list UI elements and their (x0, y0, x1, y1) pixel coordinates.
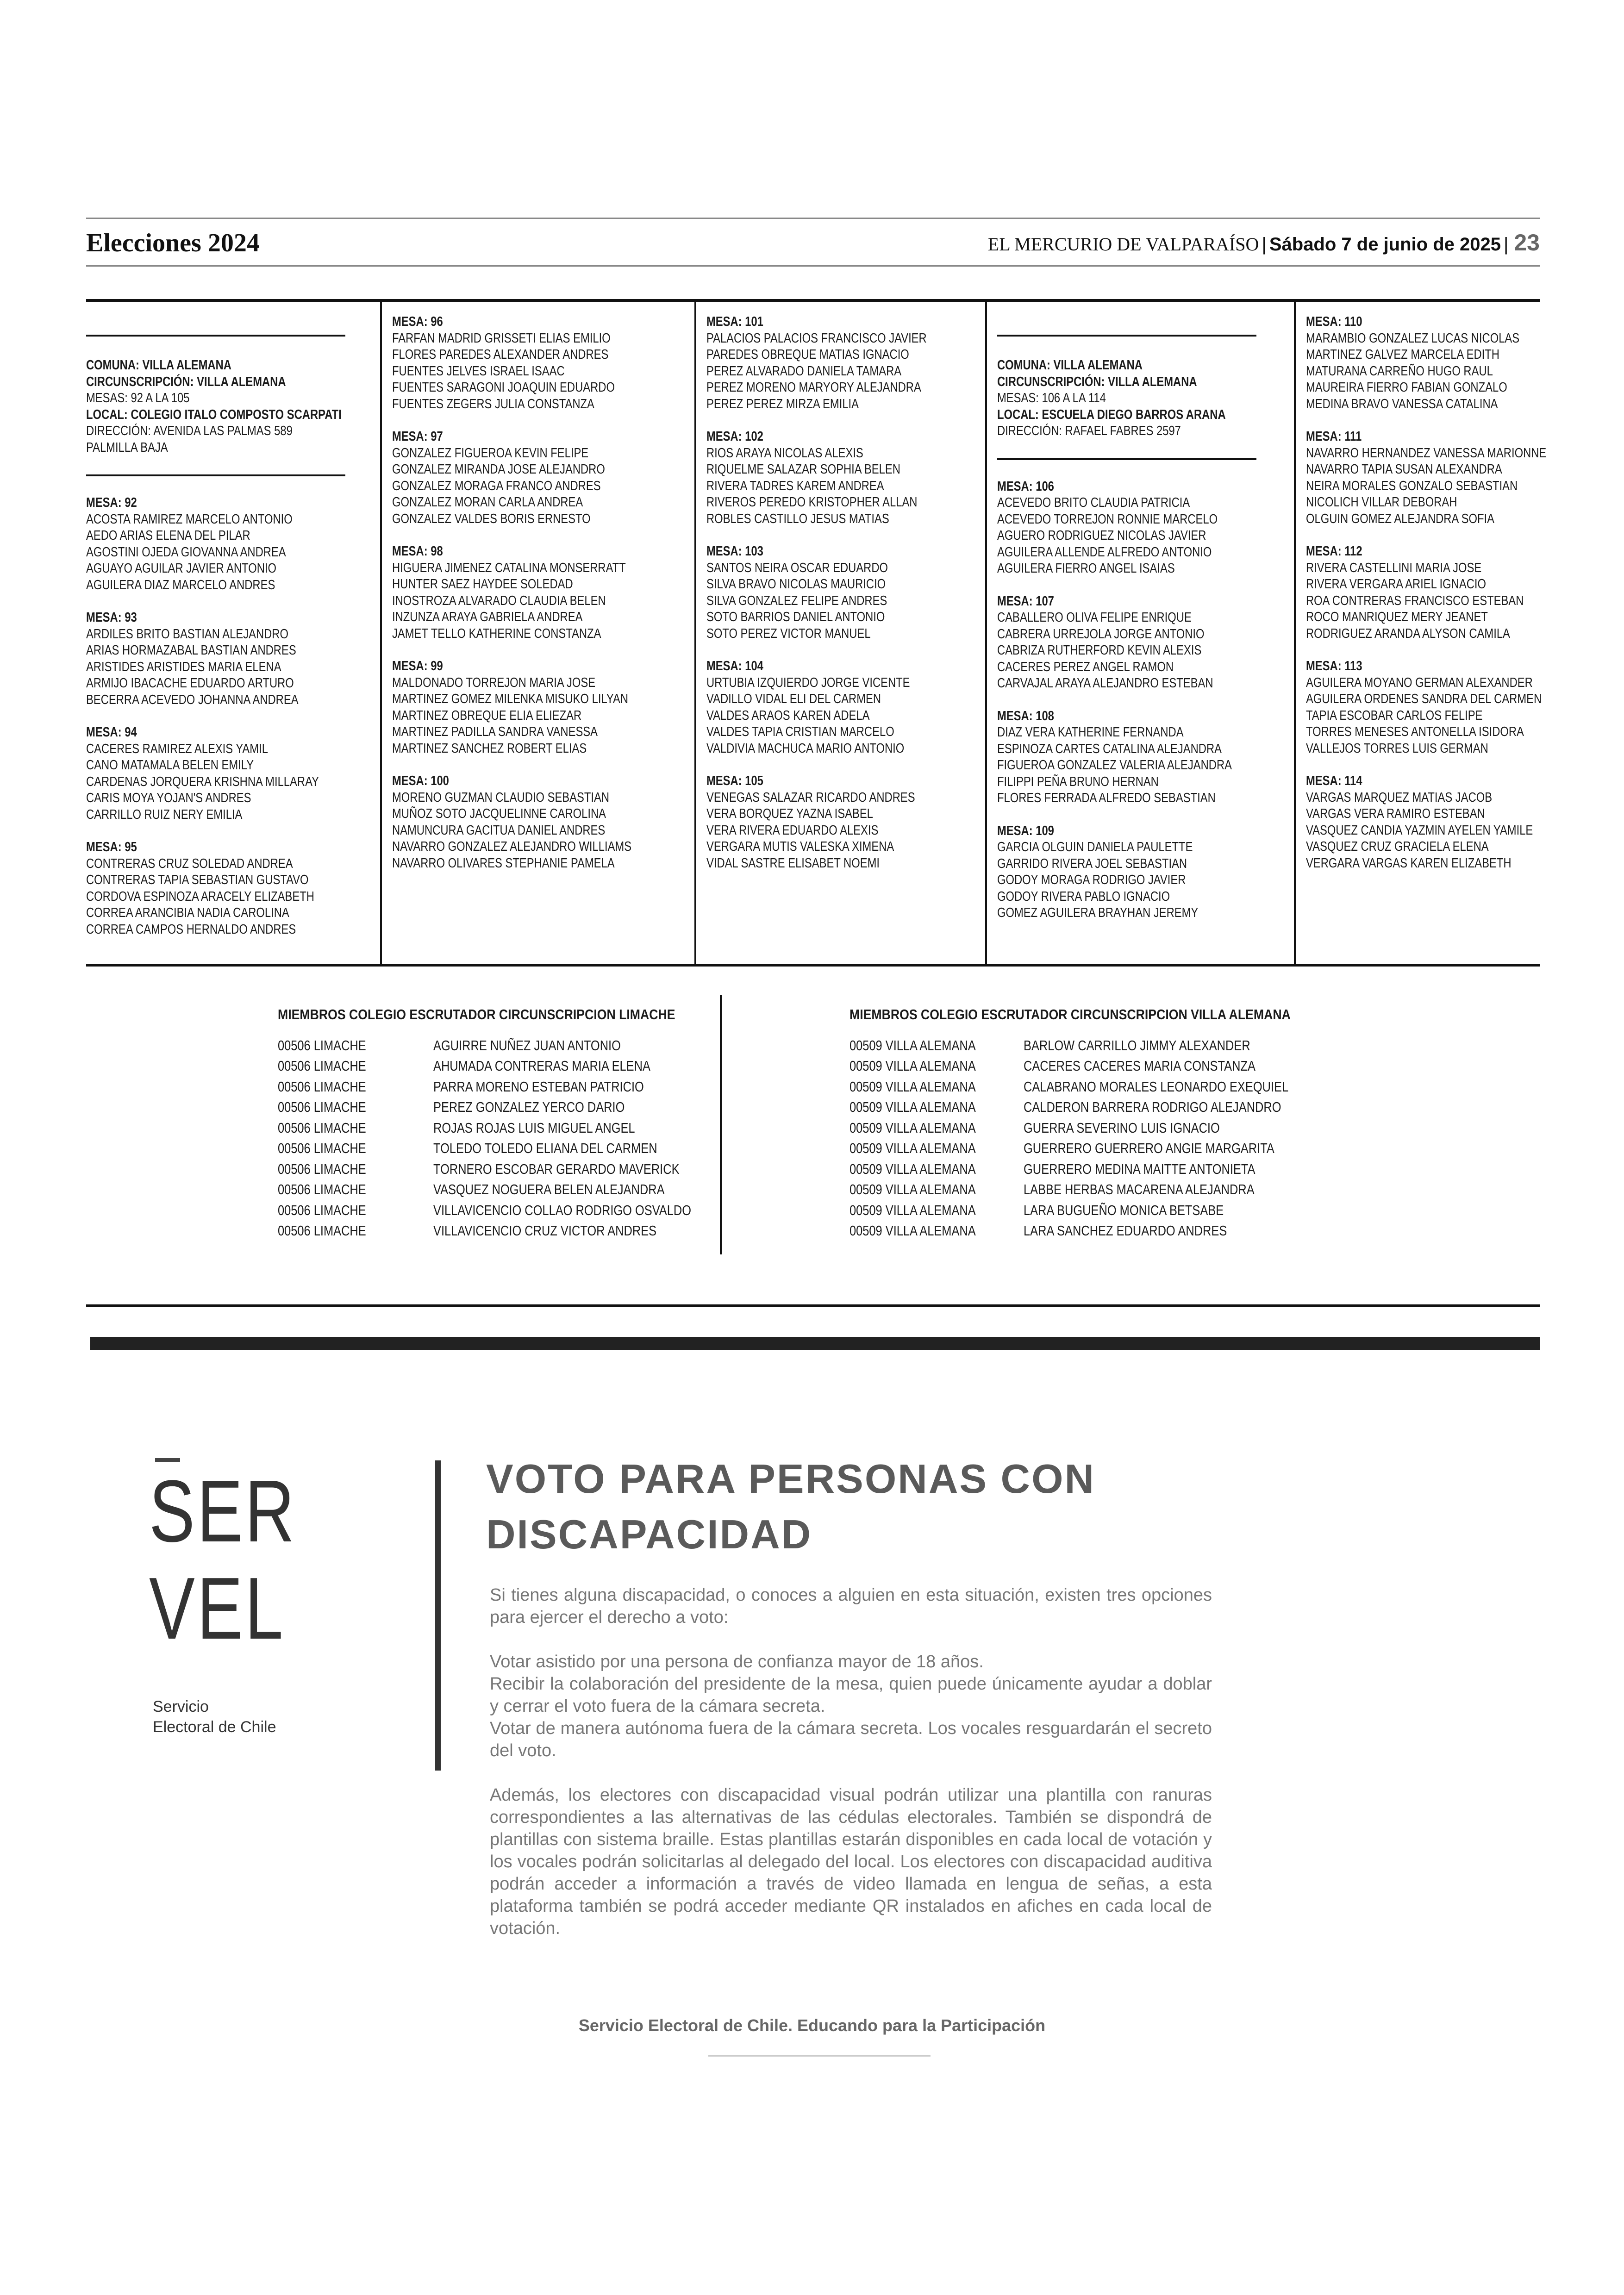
escrutador-row (278, 1179, 740, 1200)
logo-caption-line-1: Servicio (153, 1698, 209, 1715)
escrutador-limache-list (278, 1035, 740, 1241)
vocal-name: MARTINEZ GOMEZ MILENKA MISUKO LILYAN (392, 692, 629, 706)
ad-option-3: Votar de manera autónoma fuera de la cámara secreta. Los vocales resguardarán el secreto del voto. (490, 1719, 1212, 1760)
escrutador-row (849, 1200, 1362, 1221)
vocal-name: RIOS ARAYA NICOLAS ALEXIS (706, 445, 863, 461)
vocal-name: RIQUELME SALAZAR SOPHIA BELEN (706, 462, 900, 477)
circunscripcion-code: 00509 VILLA ALEMANA (849, 1078, 976, 1095)
servel-logo-vel: VEL (149, 1559, 286, 1658)
vocal-name: DIAZ VERA KATHERINE FERNANDA (997, 725, 1184, 740)
mesa-label: MESA: 103 (706, 544, 763, 559)
vocal-name: OLGUIN GOMEZ ALEJANDRA SOFIA (1305, 511, 1494, 526)
issue-date: Sábado 7 de junio de 2025 (1269, 234, 1501, 255)
logo-caption-line-2: Electoral de Chile (153, 1718, 276, 1736)
mesa-96 (392, 314, 684, 412)
vocal-name: FUENTES ZEGERS JULIA CONSTANZA (392, 396, 595, 412)
vocal-name: NAVARRO HERNANDEZ VANESSA MARIONNE (1305, 445, 1546, 461)
mesa-label: MESA: 111 (1305, 429, 1362, 444)
vocal-name: ARMIJO IBACACHE EDUARDO ARTURO (86, 676, 294, 691)
vocal-name: AEDO ARIAS ELENA DEL PILAR (86, 528, 250, 543)
circunscripcion-code: 00506 LIMACHE (278, 1202, 366, 1218)
vocal-name: MARTINEZ PADILLA SANDRA VANESSA (392, 724, 598, 739)
vocal-name: FIGUEROA GONZALEZ VALERIA ALEJANDRA (997, 758, 1232, 773)
vocal-name: PALACIOS PALACIOS FRANCISCO JAVIER (706, 331, 927, 346)
mesa-label: MESA: 112 (1305, 544, 1362, 559)
circunscripcion-code: 00509 VILLA ALEMANA (849, 1119, 976, 1136)
escrutador-row (849, 1035, 1362, 1056)
mesas-grid (86, 299, 1546, 967)
vocal-name: CORDOVA ESPINOZA ARACELY ELIZABETH (86, 889, 314, 904)
newspaper-name: EL MERCURIO DE VALPARAÍSO (987, 234, 1259, 255)
mesa-97 (392, 429, 684, 527)
vocal-name: CABALLERO OLIVA FELIPE ENRIQUE (997, 610, 1192, 625)
vocal-name: VARGAS MARQUEZ MATIAS JACOB (1305, 790, 1492, 805)
member-name: CALDERON BARRERA RODRIGO ALEJANDRO (1024, 1099, 1281, 1115)
vocal-name: MARTINEZ OBREQUE ELIA ELIEZAR (392, 708, 582, 723)
vocal-name: CORREA ARANCIBIA NADIA CAROLINA (86, 905, 289, 920)
escrutador-row (849, 1138, 1362, 1159)
escrutador-row (278, 1159, 740, 1180)
vocal-name: FUENTES JELVES ISRAEL ISAAC (392, 363, 565, 379)
escrutador-villa-list (849, 1035, 1362, 1241)
member-name: CALABRANO MORALES LEONARDO EXEQUIEL (1024, 1078, 1289, 1095)
member-name: TOLEDO TOLEDO ELIANA DEL CARMEN (433, 1140, 657, 1156)
mesa-label: MESA: 113 (1305, 659, 1362, 674)
direccion: DIRECCIÓN: RAFAEL FABRES 2597 (997, 424, 1181, 438)
vocal-name: VERA BORQUEZ YAZNA ISABEL (706, 806, 873, 821)
member-name: AGUIRRE NUÑEZ JUAN ANTONIO (433, 1037, 621, 1054)
mesa-label: MESA: 108 (997, 708, 1055, 723)
escrutador-villa-alemana (849, 1004, 1362, 1241)
masthead: EL MERCURIO DE VALPARAÍSO | Sábado 7 de junio de 2025 | 23 (987, 230, 1540, 256)
ad-body (490, 1584, 1212, 1962)
mesa-label: MESA: 96 (392, 314, 443, 329)
circunscripcion-code: 00506 LIMACHE (278, 1119, 366, 1136)
vocal-name: ACOSTA RAMIREZ MARCELO ANTONIO (86, 511, 293, 527)
mesa-110 (1306, 314, 1599, 412)
vocal-name: TORRES MENESES ANTONELLA ISIDORA (1305, 724, 1524, 739)
vocal-name: ESPINOZA CARTES CATALINA ALEJANDRA (997, 741, 1222, 756)
member-name: LABBE HERBAS MACARENA ALEJANDRA (1024, 1181, 1255, 1197)
mesa-108 (997, 708, 1284, 807)
vocal-name: HIGUERA JIMENEZ CATALINA MONSERRATT (392, 560, 626, 575)
vocal-name: GONZALEZ VALDES BORIS ERNESTO (392, 511, 591, 526)
vocal-name: CARIS MOYA YOJAN'S ANDRES (86, 791, 251, 805)
vocal-name: ARDILES BRITO BASTIAN ALEJANDRO (86, 626, 288, 642)
escrutador-row (278, 1077, 740, 1098)
vocal-name: VIDAL SASTRE ELISABET NOEMI (706, 855, 880, 871)
vocal-name: SANTOS NEIRA OSCAR EDUARDO (706, 560, 888, 575)
vocal-name: GODOY MORAGA RODRIGO JAVIER (997, 873, 1186, 887)
local-info-2 (997, 335, 1256, 460)
ad-vertical-bar (435, 1460, 441, 1771)
mesa-112 (1306, 543, 1599, 642)
ad-footer: Servicio Electoral de Chile. Educando para la Participación (578, 2016, 1046, 2035)
ad-option-1: Votar asistido por una persona de confianza mayor de 18 años. (490, 1652, 984, 1671)
vocal-name: AGUAYO AGUILAR JAVIER ANTONIO (86, 561, 276, 576)
vocal-name: AGUILERA ORDENES SANDRA DEL CARMEN (1305, 692, 1542, 706)
circunscripcion-code: 00506 LIMACHE (278, 1099, 366, 1115)
section-title: Elecciones 2024 (86, 229, 260, 257)
vocal-name: MEDINA BRAVO VANESSA CATALINA (1305, 396, 1498, 412)
ad-title (486, 1451, 1095, 1562)
mesa-105 (706, 773, 975, 872)
vocal-name: INOSTROZA ALVARADO CLAUDIA BELEN (392, 593, 606, 608)
circunscripcion-code: 00506 LIMACHE (278, 1140, 366, 1156)
mesa-92 (86, 495, 370, 593)
escrutador-row (278, 1200, 740, 1221)
vocal-name: AGUILERA ALLENDE ALFREDO ANTONIO (997, 544, 1212, 560)
vocal-name: GONZALEZ MORAN CARLA ANDREA (392, 495, 583, 510)
vocal-name: ACEVEDO TORREJON RONNIE MARCELO (997, 511, 1218, 527)
circunscripcion-code: 00509 VILLA ALEMANA (849, 1160, 976, 1177)
ad-title-line-1: VOTO PARA PERSONAS CON (486, 1456, 1096, 1502)
vocal-name: CORREA CAMPOS HERNALDO ANDRES (86, 922, 296, 937)
vocal-name: PAREDES OBREQUE MATIAS IGNACIO (706, 347, 909, 362)
vocal-name: NEIRA MORALES GONZALO SEBASTIAN (1305, 478, 1518, 493)
member-name: LARA BUGUEÑO MONICA BETSABE (1024, 1202, 1224, 1218)
vocal-name: NAVARRO TAPIA SUSAN ALEXANDRA (1305, 462, 1502, 477)
vocal-name: AGUERO RODRIGUEZ NICOLAS JAVIER (997, 528, 1206, 543)
ad-top-bar (90, 1337, 1540, 1350)
mesa-label: MESA: 104 (706, 659, 763, 674)
column-2 (380, 302, 694, 964)
member-name: TORNERO ESCOBAR GERARDO MAVERICK (433, 1160, 680, 1177)
mesa-label: MESA: 106 (997, 479, 1055, 494)
vocal-name: NAVARRO GONZALEZ ALEJANDRO WILLIAMS (392, 839, 632, 854)
section-rule (86, 1304, 1540, 1307)
mesa-label: MESA: 94 (86, 725, 137, 740)
vocal-name: ACEVEDO BRITO CLAUDIA PATRICIA (997, 495, 1190, 510)
vocal-name: SOTO BARRIOS DANIEL ANTONIO (706, 610, 885, 624)
vocal-name: SILVA GONZALEZ FELIPE ANDRES (706, 593, 887, 608)
servel-logo-accent (155, 1458, 180, 1462)
mesa-101 (706, 314, 975, 412)
vocal-name: JAMET TELLO KATHERINE CONSTANZA (392, 626, 601, 641)
member-name: GUERRA SEVERINO LUIS IGNACIO (1024, 1119, 1220, 1136)
mesa-111 (1306, 429, 1599, 527)
escrutador-villa-title: MIEMBROS COLEGIO ESCRUTADOR CIRCUNSCRIPCION VILLA ALEMANA (849, 1006, 1291, 1023)
vocal-name: ARISTIDES ARISTIDES MARIA ELENA (86, 659, 281, 674)
vocal-name: VADILLO VIDAL ELI DEL CARMEN (706, 692, 881, 706)
servel-logo-ser: SER (149, 1462, 297, 1560)
vocal-name: VENEGAS SALAZAR RICARDO ANDRES (706, 790, 915, 805)
vocal-name: SOTO PEREZ VICTOR MANUEL (706, 626, 871, 641)
mesas-range: MESAS: 92 A LA 105 (86, 391, 190, 405)
mesa-109 (997, 823, 1284, 922)
mesa-label: MESA: 114 (1305, 773, 1362, 788)
vocal-name: RIVEROS PEREDO KRISTOPHER ALLAN (706, 495, 918, 510)
mesa-label: MESA: 105 (706, 773, 763, 788)
circunscripcion-code: 00509 VILLA ALEMANA (849, 1037, 976, 1054)
vocal-name: CARDENAS JORQUERA KRISHNA MILLARAY (86, 774, 319, 789)
vocal-name: VERA RIVERA EDUARDO ALEXIS (706, 823, 879, 838)
column-4 (985, 302, 1293, 964)
vocal-name: MUÑOZ SOTO JACQUELINNE CAROLINA (392, 806, 606, 821)
vocal-name: FLORES PAREDES ALEXANDER ANDRES (392, 347, 609, 362)
ad-paragraph: Además, los electores con discapacidad visual podrán utilizar una plantilla con ranuras correspondientes a las alternativas de las cédulas electorales. También se dispondrá de plantillas con sistema braille. Estas plantillas estarán disponibles en cada local de votación y los vocales podrán solicitarlas al delegado del local. Los electores con discapacidad auditiva podrán acceder a información a través de video llamada en lengua de señas, a esta plataforma también se podrá acceder mediante QR instalados en afiches en cada local de votación. (490, 1785, 1212, 1938)
vocal-name: NAVARRO OLIVARES STEPHANIE PAMELA (392, 855, 615, 871)
vocal-name: NAMUNCURA GACITUA DANIEL ANDRES (392, 823, 606, 838)
vocal-name: VALDES TAPIA CRISTIAN MARCELO (706, 724, 894, 739)
escrutador-row (278, 1035, 740, 1056)
mesa-label: MESA: 95 (86, 840, 137, 854)
vocal-name: ROBLES CASTILLO JESUS MATIAS (706, 511, 889, 526)
vocal-name: ROCO MANRIQUEZ MERY JEANET (1305, 610, 1488, 624)
vocal-name: CABRIZA RUTHERFORD KEVIN ALEXIS (997, 643, 1202, 658)
local-name: LOCAL: ESCUELA DIEGO BARROS ARANA (997, 407, 1226, 422)
escrutador-row (849, 1097, 1362, 1118)
mesa-94 (86, 724, 370, 823)
vocal-name: URTUBIA IZQUIERDO JORGE VICENTE (706, 675, 910, 690)
vocal-name: MALDONADO TORREJON MARIA JOSE (392, 675, 596, 690)
local-info-1 (86, 335, 345, 476)
circunscripcion-code: 00506 LIMACHE (278, 1058, 366, 1074)
mesa-106 (997, 479, 1284, 577)
member-name: PARRA MORENO ESTEBAN PATRICIO (433, 1078, 644, 1095)
vocal-name: VALDIVIA MACHUCA MARIO ANTONIO (706, 741, 905, 756)
escrutador-row (849, 1118, 1362, 1139)
vocal-name: GARCIA OLGUIN DANIELA PAULETTE (997, 840, 1193, 854)
ad-intro: Si tienes alguna discapacidad, o conoces a alguien en esta situación, existen tres opciones para ejercer el derecho a voto: (490, 1585, 1212, 1627)
vocal-name: AGOSTINI OJEDA GIOVANNA ANDREA (86, 544, 286, 560)
comuna: COMUNA: VILLA ALEMANA (997, 358, 1143, 373)
page-number: 23 (1514, 230, 1540, 256)
mesa-95 (86, 839, 370, 938)
ad-option-2: Recibir la colaboración del presidente de la mesa, quien puede únicamente ayudar a doblar y cerrar el voto fuera de la cámara secreta. (490, 1674, 1212, 1716)
vocal-name: RIVERA TADRES KAREM ANDREA (706, 478, 884, 493)
vocal-name: VALDES ARAOS KAREN ADELA (706, 708, 870, 723)
vocal-name: AGUILERA MOYANO GERMAN ALEXANDER (1305, 675, 1533, 690)
escrutador-row (278, 1118, 740, 1139)
circunscripcion-code: 00509 VILLA ALEMANA (849, 1202, 976, 1218)
vocal-name: GOMEZ AGUILERA BRAYHAN JEREMY (997, 905, 1199, 920)
vocal-name: RODRIGUEZ ARANDA ALYSON CAMILA (1305, 626, 1510, 641)
servel-logo-caption (153, 1696, 276, 1737)
escrutador-row (278, 1138, 740, 1159)
vocal-name: ARIAS HORMAZABAL BASTIAN ANDRES (86, 643, 296, 658)
member-name: GUERRERO GUERRERO ANGIE MARGARITA (1024, 1140, 1274, 1156)
mesa-103 (706, 543, 975, 642)
mesa-label: MESA: 97 (392, 429, 443, 444)
vocal-name: FUENTES SARAGONI JOAQUIN EDUARDO (392, 380, 615, 395)
vocal-name: FILIPPI PEÑA BRUNO HERNAN (997, 774, 1159, 789)
escrutador-row (278, 1097, 740, 1118)
page-header (86, 218, 1540, 267)
vocal-name: BECERRA ACEVEDO JOHANNA ANDREA (86, 692, 299, 707)
vocal-name: RIVERA CASTELLINI MARIA JOSE (1305, 560, 1481, 575)
escrutador-limache (278, 1004, 740, 1241)
circunscripcion-code: 00509 VILLA ALEMANA (849, 1222, 976, 1239)
vocal-name: VALLEJOS TORRES LUIS GERMAN (1305, 741, 1488, 756)
mesa-label: MESA: 99 (392, 659, 443, 674)
mesa-label: MESA: 93 (86, 610, 137, 625)
column-3 (694, 302, 985, 964)
comuna: COMUNA: VILLA ALEMANA (86, 358, 231, 373)
escrutador-limache-title: MIEMBROS COLEGIO ESCRUTADOR CIRCUNSCRIPCION LIMACHE (278, 1006, 675, 1023)
vocal-name: VERGARA VARGAS KAREN ELIZABETH (1305, 855, 1512, 871)
member-name: PEREZ GONZALEZ YERCO DARIO (433, 1099, 625, 1115)
escrutador-row (849, 1056, 1362, 1077)
vocal-name: INZUNZA ARAYA GABRIELA ANDREA (392, 610, 583, 624)
circunscripcion-code: 00509 VILLA ALEMANA (849, 1099, 976, 1115)
member-name: GUERRERO MEDINA MAITTE ANTONIETA (1024, 1160, 1255, 1177)
circunscripcion-code: 00509 VILLA ALEMANA (849, 1140, 976, 1156)
escrutador-row (278, 1221, 740, 1241)
vocal-name: CARVAJAL ARAYA ALEJANDRO ESTEBAN (997, 676, 1213, 691)
vocal-name: CABRERA URREJOLA JORGE ANTONIO (997, 626, 1205, 642)
vocal-name: ROA CONTRERAS FRANCISCO ESTEBAN (1305, 593, 1524, 608)
vocal-name: CACERES PEREZ ANGEL RAMON (997, 659, 1174, 674)
escrutador-row (849, 1077, 1362, 1098)
circunscripcion: CIRCUNSCRIPCIÓN: VILLA ALEMANA (86, 374, 286, 389)
member-name: AHUMADA CONTRERAS MARIA ELENA (433, 1058, 650, 1074)
vocal-name: MORENO GUZMAN CLAUDIO SEBASTIAN (392, 790, 610, 805)
vocal-name: VASQUEZ CRUZ GRACIELA ELENA (1305, 839, 1489, 854)
vocal-name: FARFAN MADRID GRISSETI ELIAS EMILIO (392, 331, 611, 346)
mesa-114 (1306, 773, 1599, 872)
vocal-name: MARTINEZ GALVEZ MARCELA EDITH (1305, 347, 1499, 362)
escrutador-row (849, 1221, 1362, 1241)
vocal-name: CACERES RAMIREZ ALEXIS YAMIL (86, 741, 268, 756)
circunscripcion-code: 00506 LIMACHE (278, 1222, 366, 1239)
vocal-name: CONTRERAS TAPIA SEBASTIAN GUSTAVO (86, 873, 309, 887)
direccion: DIRECCIÓN: AVENIDA LAS PALMAS 589 (86, 424, 293, 438)
member-name: VILLAVICENCIO COLLAO RODRIGO OSVALDO (433, 1202, 692, 1218)
member-name: CACERES CACERES MARIA CONSTANZA (1024, 1058, 1255, 1074)
member-name: VASQUEZ NOGUERA BELEN ALEJANDRA (433, 1181, 665, 1197)
member-name: LARA SANCHEZ EDUARDO ANDRES (1024, 1222, 1227, 1239)
vocal-name: PEREZ PEREZ MIRZA EMILIA (706, 396, 859, 412)
mesa-label: MESA: 101 (706, 314, 763, 329)
footer-rule (708, 2055, 931, 2057)
mesa-107 (997, 593, 1284, 692)
direccion-2: PALMILLA BAJA (86, 440, 168, 455)
local-name: LOCAL: COLEGIO ITALO COMPOSTO SCARPATI (86, 407, 342, 422)
member-name: BARLOW CARRILLO JIMMY ALEXANDER (1024, 1037, 1250, 1054)
vocal-name: MATURANA CARREÑO HUGO RAUL (1305, 363, 1493, 379)
vocal-name: TAPIA ESCOBAR CARLOS FELIPE (1305, 708, 1483, 723)
escrutador-divider (720, 995, 722, 1254)
mesa-93 (86, 610, 370, 708)
ad-title-line-2: DISCAPACIDAD (486, 1511, 812, 1557)
escrutador-row (849, 1179, 1362, 1200)
mesa-104 (706, 658, 975, 757)
circunscripcion-code: 00506 LIMACHE (278, 1037, 366, 1054)
vocal-name: CANO MATAMALA BELEN EMILY (86, 758, 254, 773)
mesa-label: MESA: 100 (392, 773, 450, 788)
vocal-name: MAUREIRA FIERRO FABIAN GONZALO (1305, 380, 1507, 395)
circunscripcion-code: 00506 LIMACHE (278, 1078, 366, 1095)
vocal-name: FLORES FERRADA ALFREDO SEBASTIAN (997, 791, 1216, 805)
circunscripcion-code: 00506 LIMACHE (278, 1181, 366, 1197)
mesa-label: MESA: 92 (86, 495, 137, 510)
vocal-name: VASQUEZ CANDIA YAZMIN AYELEN YAMILE (1305, 823, 1533, 838)
vocal-name: MARAMBIO GONZALEZ LUCAS NICOLAS (1305, 331, 1519, 346)
column-5 (1294, 302, 1609, 964)
member-name: VILLAVICENCIO CRUZ VICTOR ANDRES (433, 1222, 657, 1239)
mesa-113 (1306, 658, 1599, 757)
vocal-name: CARRILLO RUIZ NERY EMILIA (86, 807, 243, 822)
mesa-98 (392, 543, 684, 642)
circunscripcion-code: 00506 LIMACHE (278, 1160, 366, 1177)
vocal-name: NICOLICH VILLAR DEBORAH (1305, 495, 1457, 510)
mesa-label: MESA: 107 (997, 593, 1055, 609)
mesa-99 (392, 658, 684, 757)
vocal-name: GARRIDO RIVERA JOEL SEBASTIAN (997, 856, 1187, 871)
vocal-name: VARGAS VERA RAMIRO ESTEBAN (1305, 806, 1485, 821)
member-name: ROJAS ROJAS LUIS MIGUEL ANGEL (433, 1119, 635, 1136)
vocal-name: SILVA BRAVO NICOLAS MAURICIO (706, 577, 886, 592)
escrutador-row (849, 1159, 1362, 1180)
vocal-name: AGUILERA DIAZ MARCELO ANDRES (86, 577, 275, 592)
vocal-name: PEREZ MORENO MARYORY ALEJANDRA (706, 380, 921, 395)
vocal-name: GODOY RIVERA PABLO IGNACIO (997, 889, 1170, 904)
vocal-name: PEREZ ALVARADO DANIELA TAMARA (706, 363, 902, 379)
mesa-label: MESA: 109 (997, 823, 1055, 838)
vocal-name: GONZALEZ MIRANDA JOSE ALEJANDRO (392, 462, 606, 477)
vocal-name: AGUILERA FIERRO ANGEL ISAIAS (997, 561, 1175, 576)
mesas-range: MESAS: 106 A LA 114 (997, 391, 1106, 405)
vocal-name: RIVERA VERGARA ARIEL IGNACIO (1305, 577, 1486, 592)
vocal-name: CONTRERAS CRUZ SOLEDAD ANDREA (86, 856, 293, 871)
escrutador-row (278, 1056, 740, 1077)
vocal-name: MARTINEZ SANCHEZ ROBERT ELIAS (392, 741, 587, 756)
column-1 (86, 302, 380, 964)
mesa-label: MESA: 102 (706, 429, 763, 444)
mesa-102 (706, 429, 975, 527)
circunscripcion: CIRCUNSCRIPCIÓN: VILLA ALEMANA (997, 374, 1197, 389)
vocal-name: HUNTER SAEZ HAYDEE SOLEDAD (392, 577, 574, 592)
circunscripcion-code: 00509 VILLA ALEMANA (849, 1058, 976, 1074)
mesa-label: MESA: 98 (392, 544, 443, 559)
mesa-100 (392, 773, 684, 872)
vocal-name: VERGARA MUTIS VALESKA XIMENA (706, 839, 894, 854)
vocal-name: GONZALEZ FIGUEROA KEVIN FELIPE (392, 445, 589, 461)
mesa-label: MESA: 110 (1305, 314, 1362, 329)
vocal-name: GONZALEZ MORAGA FRANCO ANDRES (392, 478, 601, 493)
circunscripcion-code: 00509 VILLA ALEMANA (849, 1181, 976, 1197)
